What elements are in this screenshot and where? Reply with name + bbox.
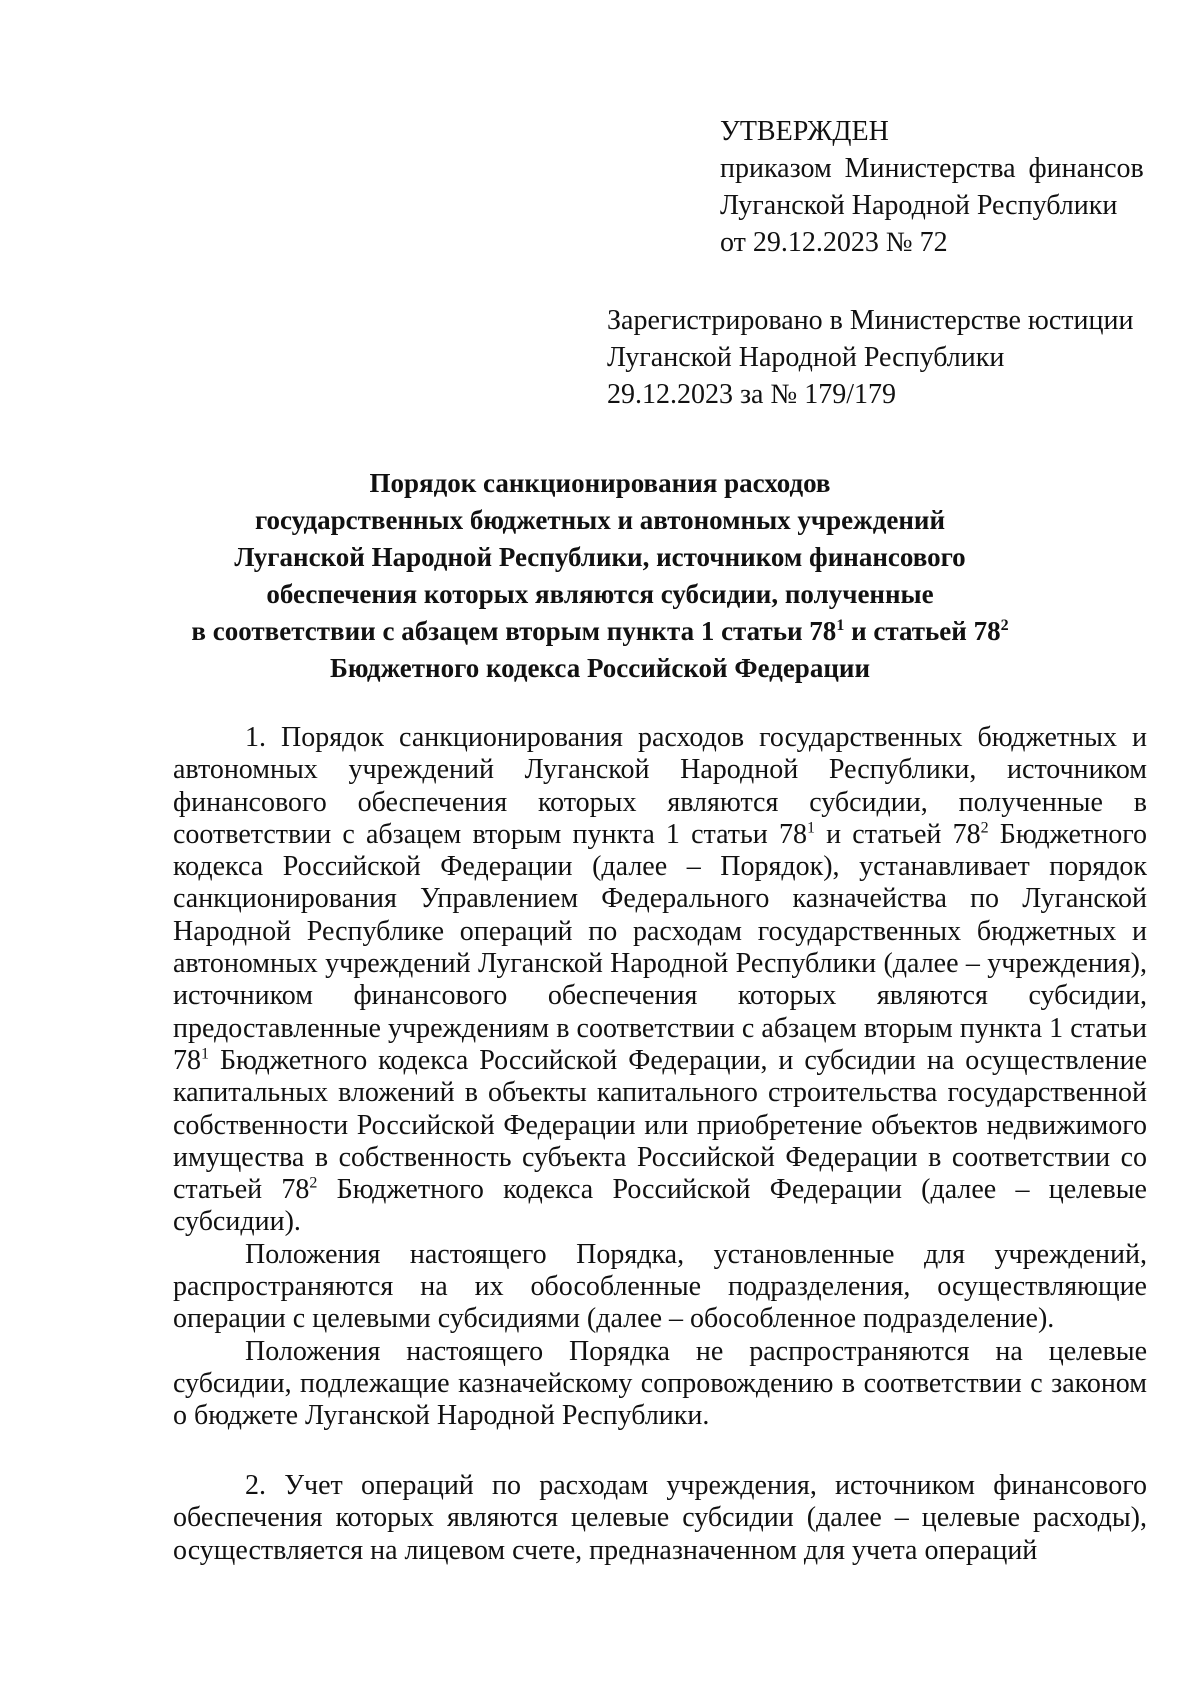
s1p1-part-c: Бюджетного кодекса Российской Федерации (далее – Порядок), устанавливает порядок санкционирования Управлением Федерального казначейства по Луганской Народной Республике операций по расходам государственных бюджетных и автономных учреждений Луганской Народной Республики (далее – учреждения), источником финансового обеспечения которых являются субсидии, предоставленные учреждениям в соответствии с абзацем вторым пункта 1 статьи 78 xyxy=(173,818,1147,1076)
title-line-1: Порядок санкционирования расходов xyxy=(369,468,831,498)
s1p1-part-d: Бюджетного кодекса Российской Федерации, и субсидии на осуществление капитальных вложений в объекты капитального строительства государственной собственности Российской Федерации или приобретение объектов недвижимого имущества в собственность субъекта Российской Федерации в соответствии со статьей 78 xyxy=(173,1044,1147,1206)
approval-stamp xyxy=(720,113,1144,261)
s1p1-superscript-1: 1 xyxy=(806,819,815,837)
section-1-paragraph-2: Положения настоящего Порядка, установленные для учреждений, распространяются на их обособленные подразделения, осуществляющие операции с целевыми субсидиями (далее – обособленное подразделение). xyxy=(173,1238,1147,1335)
approval-date-number: от 29.12.2023 № 72 xyxy=(720,227,948,258)
registration-republic-line: Луганской Народной Республики xyxy=(607,342,1005,373)
s1p1-part-b: и статьей 78 xyxy=(814,818,981,850)
title-line-2: государственных бюджетных и автономных учреждений xyxy=(254,505,946,535)
registration-note xyxy=(607,302,1133,413)
title-line-3: Луганской Народной Республики, источником финансового xyxy=(234,542,966,572)
title-line-5-part-a: в соответствии с абзацем вторым пункта 1 статьи 78 xyxy=(191,616,837,646)
title-line-5 xyxy=(150,613,1050,650)
section-2 xyxy=(173,1470,1147,1567)
title-line-4: обеспечения которых являются субсидии, полученные xyxy=(266,579,934,609)
s1p1-part-e: Бюджетного кодекса Российской Федерации (далее – целевые субсидии). xyxy=(173,1174,1147,1238)
approval-heading: УТВЕРЖДЕН xyxy=(720,116,889,147)
title-superscript-2: 2 xyxy=(1000,617,1009,634)
s1p1-part-a: 1. Порядок санкционирования расходов государственных бюджетных и автономных учреждений Луганской Народной Республики, источником финансового обеспечения которых являются субсидии, полученные в соответствии с абзацем вторым пункта 1 статьи 78 xyxy=(173,722,1147,850)
section-2-paragraph-1: 2. Учет операций по расходам учреждения, источником финансового обеспечения которых являются целевые субсидии (далее – целевые расходы), осуществляется на лицевом счете, предназначенном для учета операций xyxy=(173,1470,1147,1566)
document-title xyxy=(150,465,1050,687)
title-superscript-1: 1 xyxy=(836,617,845,634)
title-line-6: Бюджетного кодекса Российской Федерации xyxy=(329,653,870,683)
s1p1-superscript-3: 1 xyxy=(201,1045,209,1063)
approval-republic-line: Луганской Народной Республики xyxy=(720,190,1118,221)
registration-ministry-line: Зарегистрировано в Министерстве юстиции xyxy=(607,305,1134,336)
approval-order-line: приказом Министерства финансов xyxy=(720,153,1144,184)
section-1-paragraph-1 xyxy=(173,722,1147,1239)
s1p1-superscript-4: 2 xyxy=(309,1174,318,1192)
registration-date-number: 29.12.2023 за № 179/179 xyxy=(607,379,896,410)
section-1-paragraph-3: Положения настоящего Порядка не распространяются на целевые субсидии, подлежащие казначейскому сопровождению в соответствии с законом о бюджете Луганской Народной Республики. xyxy=(173,1335,1147,1432)
s1p1-superscript-2: 2 xyxy=(980,819,989,837)
title-line-5-part-b: и статьей 78 xyxy=(844,616,1001,646)
section-1 xyxy=(173,722,1147,1433)
